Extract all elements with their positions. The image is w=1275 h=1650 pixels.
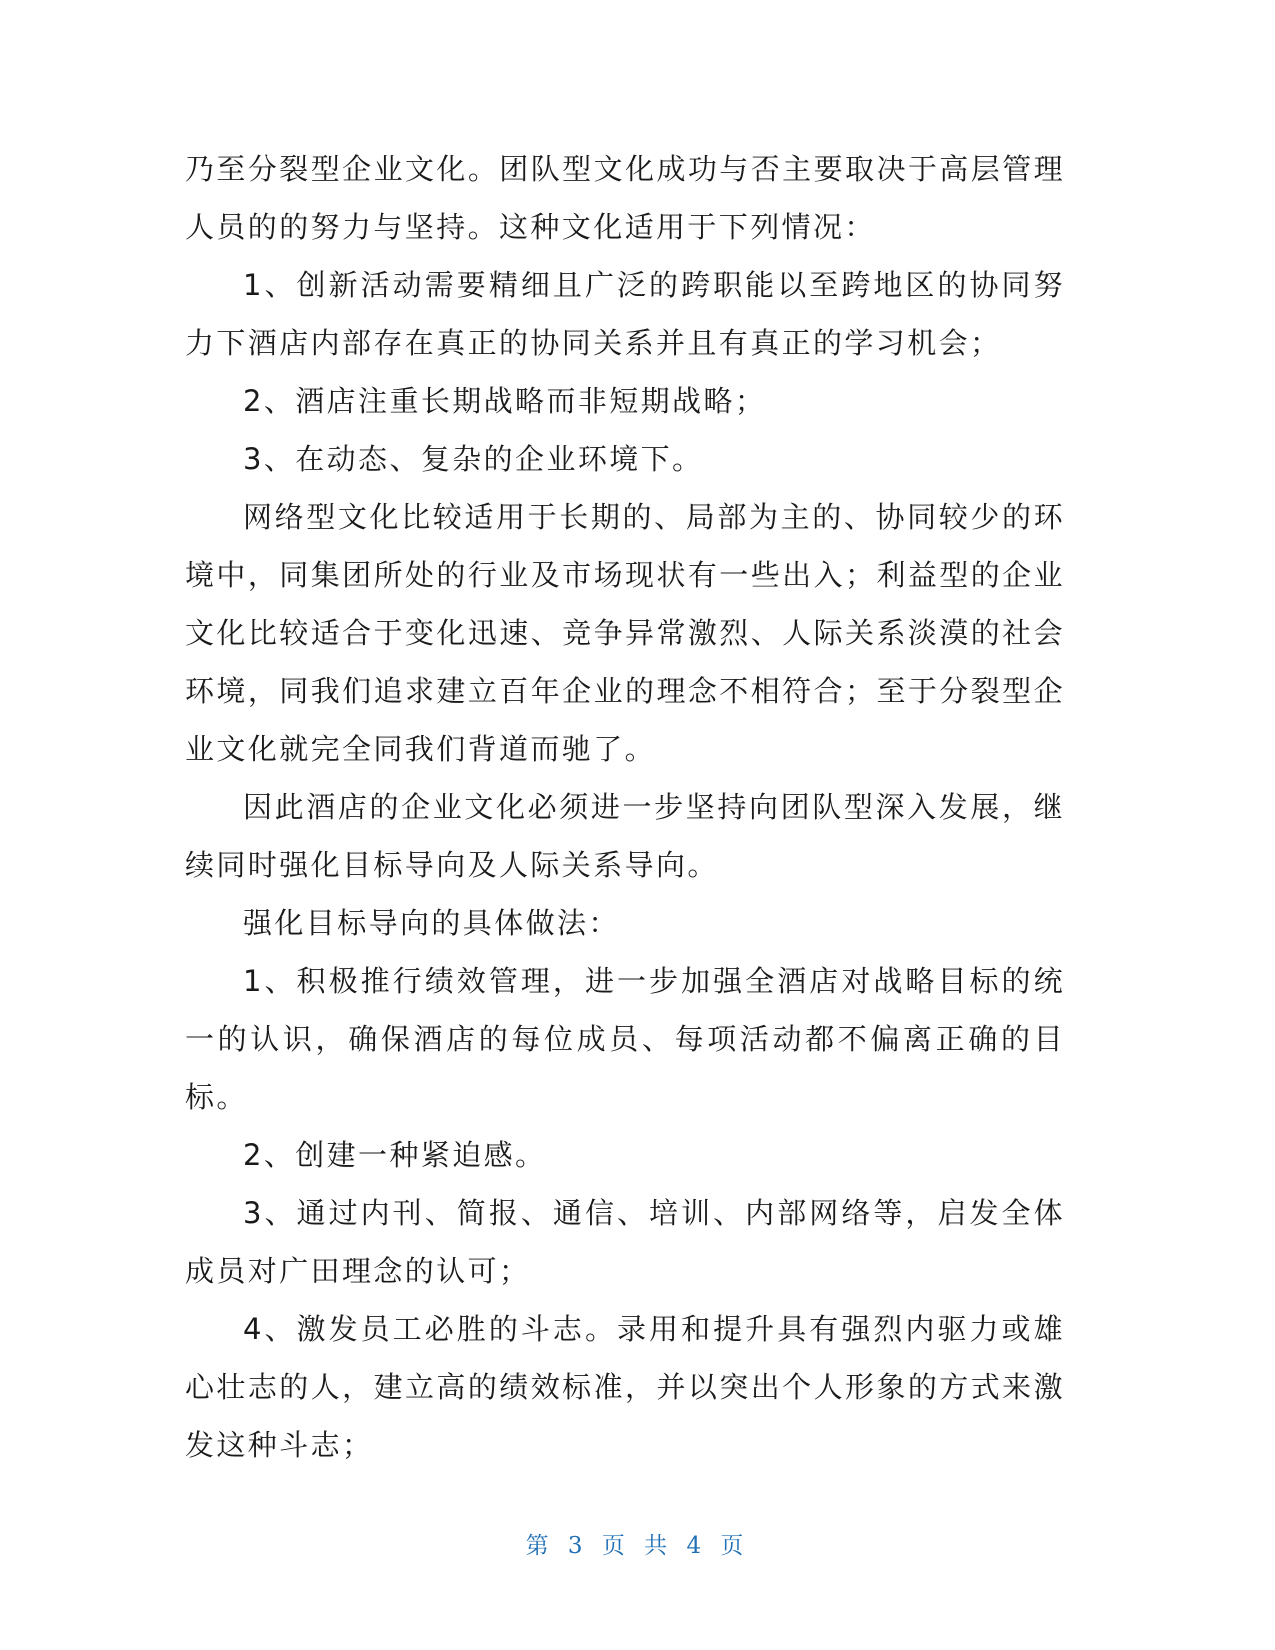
method-item-4: 4、激发员工必胜的斗志。录用和提升具有强烈内驱力或雄心壮志的人，建立高的绩效标准，并以突出个人形象的方式来激发这种斗志；: [185, 1312, 1065, 1462]
list-item-3: 3、在动态、复杂的企业环境下。: [243, 442, 704, 476]
page-number-footer: 第 3 页 共 4 页: [525, 1533, 750, 1559]
method-item-3: 3、通过内刊、简报、通信、培训、内部网络等，启发全体成员对广田理念的认可；: [185, 1196, 1065, 1288]
list-item-1: 1、创新活动需要精细且广泛的跨职能以至跨地区的协同努力下酒店内部存在真正的协同关系并且有真正的学习机会；: [185, 268, 1065, 360]
paragraph-conclusion: 因此酒店的企业文化必须进一步坚持向团队型深入发展，继续同时强化目标导向及人际关系导向。: [185, 790, 1065, 882]
section-heading-goal-orientation: 强化目标导向的具体做法：: [243, 906, 620, 940]
method-item-1: 1、积极推行绩效管理，进一步加强全酒店对战略目标的统一的认识，确保酒店的每位成员、每项活动都不偏离正确的目标。: [185, 964, 1065, 1114]
list-item-2: 2、酒店注重长期战略而非短期战略；: [243, 384, 767, 418]
paragraph-continuation: 乃至分裂型企业文化。团队型文化成功与否主要取决于高层管理人员的的努力与坚持。这种文化适用于下列情况：: [185, 152, 1065, 244]
method-item-2: 2、创建一种紧迫感。: [243, 1138, 547, 1172]
document-body: [185, 140, 1065, 1474]
paragraph-network-culture: 网络型文化比较适用于长期的、局部为主的、协同较少的环境中，同集团所处的行业及市场现状有一些出入；利益型的企业文化比较适合于变化迅速、竞争异常激烈、人际关系淡漠的社会环境，同我们追求建立百年企业的理念不相符合；至于分裂型企业文化就完全同我们背道而驰了。: [185, 500, 1065, 766]
